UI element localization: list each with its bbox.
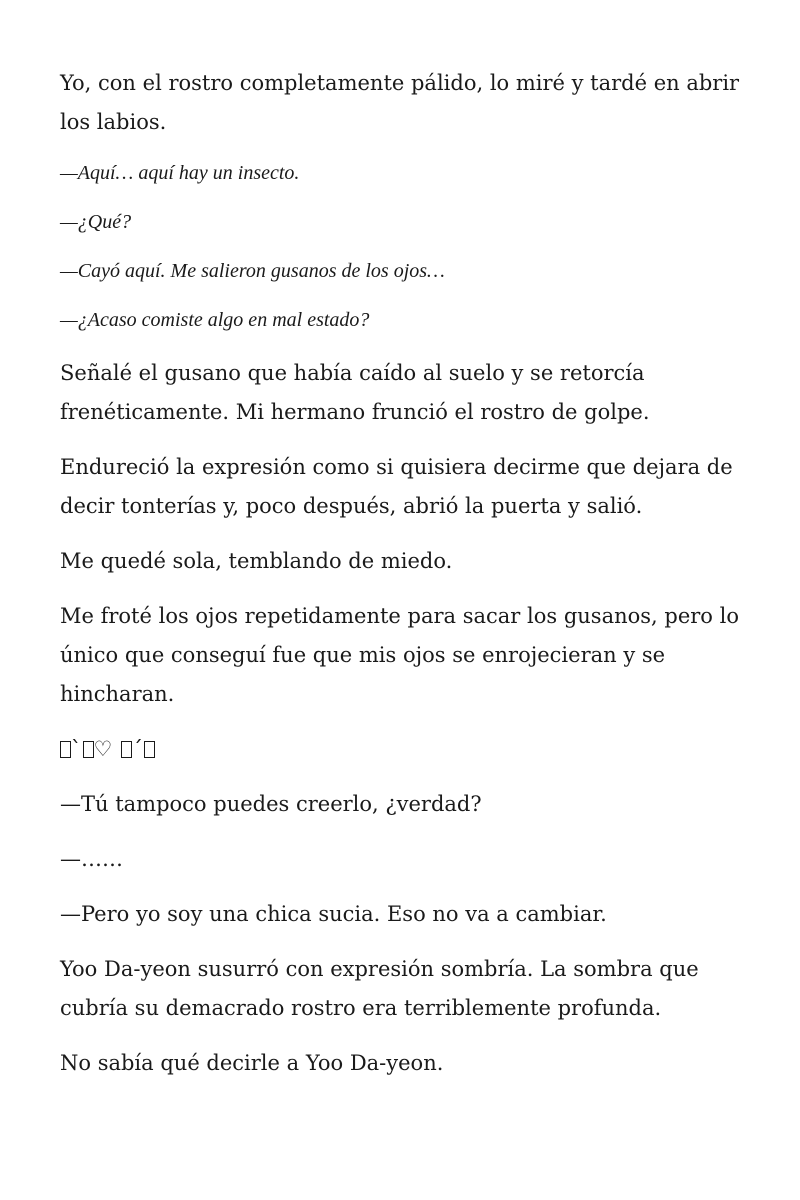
- missing-glyph-icon: [83, 741, 94, 758]
- dialogue-line: —Pero yo soy una chica sucia. Eso no va a cambiar.: [60, 902, 607, 926]
- paragraph: Me froté los ojos repetidamente para sacar los gusanos, pero lo único que conseguí fue que mis ojos se enrojecieran y se hincharan.: [60, 604, 739, 706]
- separator-mark: ´: [132, 737, 144, 761]
- dialogue-line: —¿Qué?: [60, 211, 132, 233]
- missing-glyph-icon: [144, 741, 155, 758]
- paragraph: Endureció la expresión como si quisiera decirme que dejara de decir tonterías y, poco después, abrió la puerta y salió.: [60, 455, 733, 518]
- paragraph: No sabía qué decirle a Yoo Da-yeon.: [60, 1051, 444, 1075]
- heart-icon: ♡: [93, 737, 114, 761]
- missing-glyph-icon: [60, 741, 71, 758]
- section-separator: [60, 730, 750, 769]
- paragraph: Yo, con el rostro completamente pálido, lo miré y tardé en abrir los labios.: [60, 71, 740, 134]
- separator-mark: `: [71, 737, 83, 761]
- dialogue-line: —Cayó aquí. Me salieron gusanos de los ojos…: [60, 260, 445, 282]
- missing-glyph-icon: [121, 741, 132, 758]
- dialogue-line: —Aquí… aquí hay un insecto.: [60, 162, 300, 184]
- paragraph: Yoo Da-yeon susurró con expresión sombría. La sombra que cubría su demacrado rostro era terriblemente profunda.: [60, 957, 699, 1020]
- paragraph: Me quedé sola, temblando de miedo.: [60, 549, 453, 573]
- dialogue-line: —……: [60, 847, 123, 871]
- document-body: [60, 64, 750, 1099]
- dialogue-line: —Tú tampoco puedes creerlo, ¿verdad?: [60, 792, 482, 816]
- dialogue-line: —¿Acaso comiste algo en mal estado?: [60, 309, 370, 331]
- paragraph: Señalé el gusano que había caído al suelo y se retorcía frenéticamente. Mi hermano frunció el rostro de golpe.: [60, 361, 650, 424]
